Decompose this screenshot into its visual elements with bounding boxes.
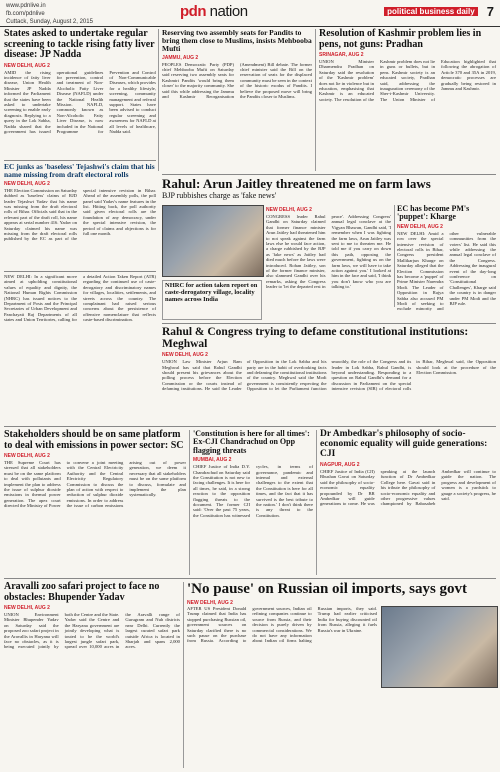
headline-mehbooba[interactable]: Reserving two assembly seats for Pandits to bring them close to Muslims, insists Mehbooba Mufti [162,28,312,53]
byline-ambedkar: NAGPUR, AUG 2 [320,461,360,468]
headline-pradhan[interactable]: Resolution of Kashmir problem lies in pens, not guns: Pradhan [319,28,482,50]
article-cji [193,430,313,575]
headline-kharge[interactable]: EC has become PM's 'puppet': Kharge [397,204,470,222]
logo-sub: nation [209,3,248,20]
body-ec-tejashwi: THE Election Commission on Saturday dubbed as 'baseless' claims of RJD leader Tejashwi Yadav that his name was missing from the draft electoral rolls of Bihar. Officials said that in the relevant part of the draft roll, his name appears at serial number 416. Yadav on Saturday claimed his name was missing from the draft electoral rolls published by the EC as part of the special intensive revision in Bihar. Ahead of the assembly polls, the poll panel said Yadav's name features in the list. Hitting back, the poll authority said given electoral rolls are the foundation of any democracy, under the special intensive revision, the period of claims and objections is for full one month. [4,187,156,242]
website-url[interactable]: www.pdnlive.in [6,3,46,9]
headline-nadda[interactable]: States asked to undertake regular screening to tackle rising fatty liver disease: JP Nadda [4,28,155,60]
brand-name: political business daily [384,7,478,16]
photo-rahul-gandhi [162,205,264,277]
headline-nhrc[interactable]: NHRC for action taken report on caste-derogatory village, locality names across India [165,282,258,303]
byline-mehbooba: JAMMU, AUG 2 [162,54,199,61]
headline-aravalli[interactable]: Aravalli zoo safari project to face no obstacles: Bhupender Yadav [4,581,160,603]
article-nadda [4,29,156,157]
body-cji: CHIEF Justice of India D.Y. Chandrachud on Saturday said the Constitution is not new to facing challenges. It is here for all times, he said, in a strong reaction to the opposition flagging threats to the document. The former CJI said: 'Over the past 75 years, the Constitution has witnessed cycles, in terms of governance, pandemic and internal and external challenges to the extent that the Constitution is here for all times, and the fact that it has survived is the best tribute to the nation.' I don't think there is any threat to the Constitution. [193,464,313,518]
logo-main: pdn [180,3,206,20]
masthead-left-info [6,2,93,26]
byline-meghwal: NEW DELHI, AUG 2 [162,352,208,359]
headline-meghwal[interactable]: Rahul & Congress trying to defame constitutional institutions: Meghwal [162,326,469,351]
body-mehbooba: PEOPLES Democratic Party (PDP) chief Mehbooba Mufti on Saturday said reserving two assembly seats for Kashmiri Pandits 'would bring them closer' to the majority community. She said this while addressing the Jammu and Kashmir Reorganisation (Amendment) Bill debate. The former chief minister said the Bill on the reservation of seats for the displaced community must be seen in the context of the historic exodus of Pandits. I believe the proposed move will bring the Pandits closer to Muslims. [162,61,312,100]
byline-stakeholders: NEW DELHI, AUG 2 [4,453,50,459]
article-kharge [397,204,496,312]
subhead-rahul: BJP rubbishes charge as 'fake news' [162,190,277,200]
headline-russian-oil[interactable]: 'No pause' on Russian oil imports, says govt [187,581,468,597]
byline-rahul: NEW DELHI, AUG 2 [266,207,312,213]
body-ambedkar: CHIEF Justice of India (CJI) Bhushan Gavai on Saturday said the philosophy of socio-economic equality propounded by Dr BR Ambedkar will guide generations to come. He was speaking at the launch function of Dr Ambedkar College here. Gavai said in his tribute the philosophy of socio-economic equality and other progressive values championed by Babasaheb Ambedkar will continue to guide the nation. The progress and development of women is a yardstick to gauge a society's progress, he said. [320,468,496,507]
body-aravalli: UNION Environment Minister Bhupender Yadav on Saturday said the proposed zoo safari project in the Aravallis in Haryana will face no obstacles, as it is being executed jointly by both the Centre and the State. Yadav said the Centre and the Haryana government are jointly developing what is touted to be the world's largest jungle safari park, spread over 10,000 acres in the Aravalli range of Gurugram and Nuh districts near Delhi. Currently the largest curated safari park outside Africa is located in Sharjah and spans 2,000 acres. [4,612,180,650]
article-mehbooba [162,29,312,171]
article-aravalli [4,582,180,768]
body-meghwal: UNION Law Minister Arjun Ram Meghwal has said that Rahul Gandhi should present his grievances about the polling process before the Election Commission or the courts instead of defaming institutions. He said the Leader of Opposition in the Lok Sabha and his party are in the habit of overlooking facts and defaming the constitutional institutions of the country. Meghwal said the Modi government is consistently respecting the Opposition to let the Parliament function smoothly, the role of the Congress and its leader in Lok Sabha, Rahul Gandhi, is beyond understanding. Responding to a question on Rahul Gandhi's demand for a discussion in Parliament on the special intensive revision (SIR) of electoral rolls in Bihar, Meghwal said, the Opposition should look at the procedure of the Election Commission. [162,359,496,392]
masthead-right [384,4,494,19]
article-nhrc [162,280,262,320]
headline-ec-tejashwi[interactable]: EC junks as 'baseless' Tejashwi's claim that his name missing from draft electoral rolls [4,162,155,179]
byline-kharge: NEW DELHI, AUG 2 [397,223,443,230]
article-pradhan [319,29,496,171]
byline-cji: MUMBAI, AUG 2 [193,457,232,464]
dateline: Cuttack, Sunday, August 2, 2015 [6,19,93,25]
byline-ec-tejashwi: NEW DELHI, AUG 2 [4,180,50,187]
headline-cji[interactable]: 'Constitution is here for all times': Ex-CJI Chandrachud on Opp flagging threats [193,429,310,455]
body-kharge: NEW DELHI: Amid a row over the special intensive revision of electoral rolls in Bihar, Congress president Mallikarjun Kharge on Saturday alleged that the Election Commission has become a 'puppet' of Prime Minister Narendra Modi. The Leader of Opposition in Rajya Sabha also accused PM Modi of seeking to exclude minority and other vulnerable communities from the voters' list. He said this while addressing the annual legal conclave of the Congress. Addressing the inaugural event of the day-long conference on 'Constitutional Challenges', Kharge said the country is in danger under PM Modi and the BJP rule. [397,230,496,312]
masthead [0,0,500,27]
article-stakeholders [4,430,186,575]
facebook-url[interactable]: fb.com/pdnlive [6,11,45,17]
body-pradhan: UNION Minister Dharmendra Pradhan on Saturday said the resolution of the 'Kashmir problem' does not lie in violence but in education, emphasising that Kashmir is an educated society. The resolution of the Kashmir problem does not lie in guns or bullets, but in pens. Kashmir society is an educated society, Pradhan said, addressing the inauguration ceremony of the Sher-i-Kashmir University. The Union Minister of Education highlighted that following the abrogation of Article 370 and 35A in 2019, democratic processes are gradually being restored in Jammu and Kashmir. [319,59,496,102]
byline-nadda: NEW DELHI, AUG 2 [4,62,50,69]
article-russian-oil-body [187,606,377,768]
headline-stakeholders[interactable]: Stakeholders should be on same platform to deal with emissions in power sector: SC [4,429,184,451]
headline-rahul[interactable]: Rahul: Arun Jaitley threatened me on farm laws [162,176,431,191]
body-russian-oil: AFTER US President Donald Trump claimed that India has stopped purchasing Russian oil, government sources on Saturday clarified there is no such pause on the purchase from Russia. According to government sources, Indian oil refining companies continue to source from Russia, and their decision is purely driven by commercial considerations. We do not have any information about Indian oil firms halting Russian imports, they said. Trump had earlier criticised India for buying discounted oil from Russia, alleging it fuels Russia's war in Ukraine. [187,606,377,644]
article-nhrc-body [4,274,156,334]
byline-russian-oil: NEW DELHI, AUG 2 [187,599,233,606]
body-nadda: AMID the rising incidence of fatty liver disease, Union Health Minister JP Nadda informed the Parliament that the states have been asked to undertake screening to enable early diagnosis. Replying to a query in the Lok Sabha, Nadda shared that the government has issued operational guidelines for prevention, control and treatment of Non-Alcoholic Fatty Liver Disease (NAFLD) under the National Health Mission. NAFLD, commonly known as Non-Alcoholic Fatty Liver Disease, is now included in the National Programme for Prevention and Control of Non-Communicable Diseases, which provides for a healthy lifestyle, screening, community management and referral support. States have been advised to conduct regular screening and awareness for NAFLD at all levels of healthcare, Nadda said. [4,69,156,134]
page-number: 7 [486,4,494,19]
byline-pradhan: SRINAGAR, AUG 2 [319,52,364,58]
article-ambedkar [320,430,496,575]
body-rahul: CONGRESS leader Rahul Gandhi on Saturday claimed that former finance minister Arun Jaitley had threatened him to not speak against the farm laws else he would face action, a charge rubbished by the BJP as 'fake news' as Jaitley had died much before the laws were introduced. Rohan Jaitley, son of the former finance minister, also slammed Gandhi over his remarks, asking the Congress leader to 'let the departed rest in peace'. Addressing Congress' annual legal conclave at the Vigyan Bhawan, Gandhi said, 'I remember when I was fighting the farm laws, Arun Jaitley was sent to me to threaten me. He told me if you carry on down this path, opposing the government, fighting us on the farm laws, we will have to take action against you.' I looked at him in the face and said, 'I think you don't know who you are talking to.' [266,214,391,290]
article-meghwal [162,326,496,424]
pdn-logo [180,3,248,20]
photo-russian-oil [381,606,498,688]
article-ec-tejashwi [4,163,156,268]
byline-aravalli: NEW DELHI, AUG 2 [4,605,50,611]
article-rahul-body [266,205,391,307]
headline-ambedkar[interactable]: Dr Ambedkar's philosophy of socio-economic equality will guide generations: CJI [320,429,488,459]
body-stakeholders: THE Supreme Court has stressed that all stakeholders must be on the same platform to deal with pollutants and implement the plan to address the issue of sulphur dioxide emissions in thermal power generation. The apex court directed the Ministry of Power to convene a joint meeting with the Central Electricity Authority and the Central Electricity Regulatory Commission to discuss the plan of action with respect to reduction of sulphur dioxide emissions. In order to address the issue of carbon emissions arising out of power generation, we deem it necessary that all stakeholders must be on the same platform to discuss, formulate and implement the plan systematically. [4,460,186,509]
body-nhrc: NEW DELHI: In a significant move aimed at upholding constitutional values of equality and dignity, the National Human Rights Commission (NHRC) has issued notices to the Department of Posts and the Principal Secretaries of Urban Development and Panchayati Raj Departments of all states and Union Territories, calling for a detailed Action Taken Report (ATR) regarding the continued use of caste-derogatory and discriminatory names for villages, localities, settlements, and streets across the country. The complainant had raised serious concerns about the persistence of offensive nomenclature that reflects caste-based discrimination. [4,274,156,323]
